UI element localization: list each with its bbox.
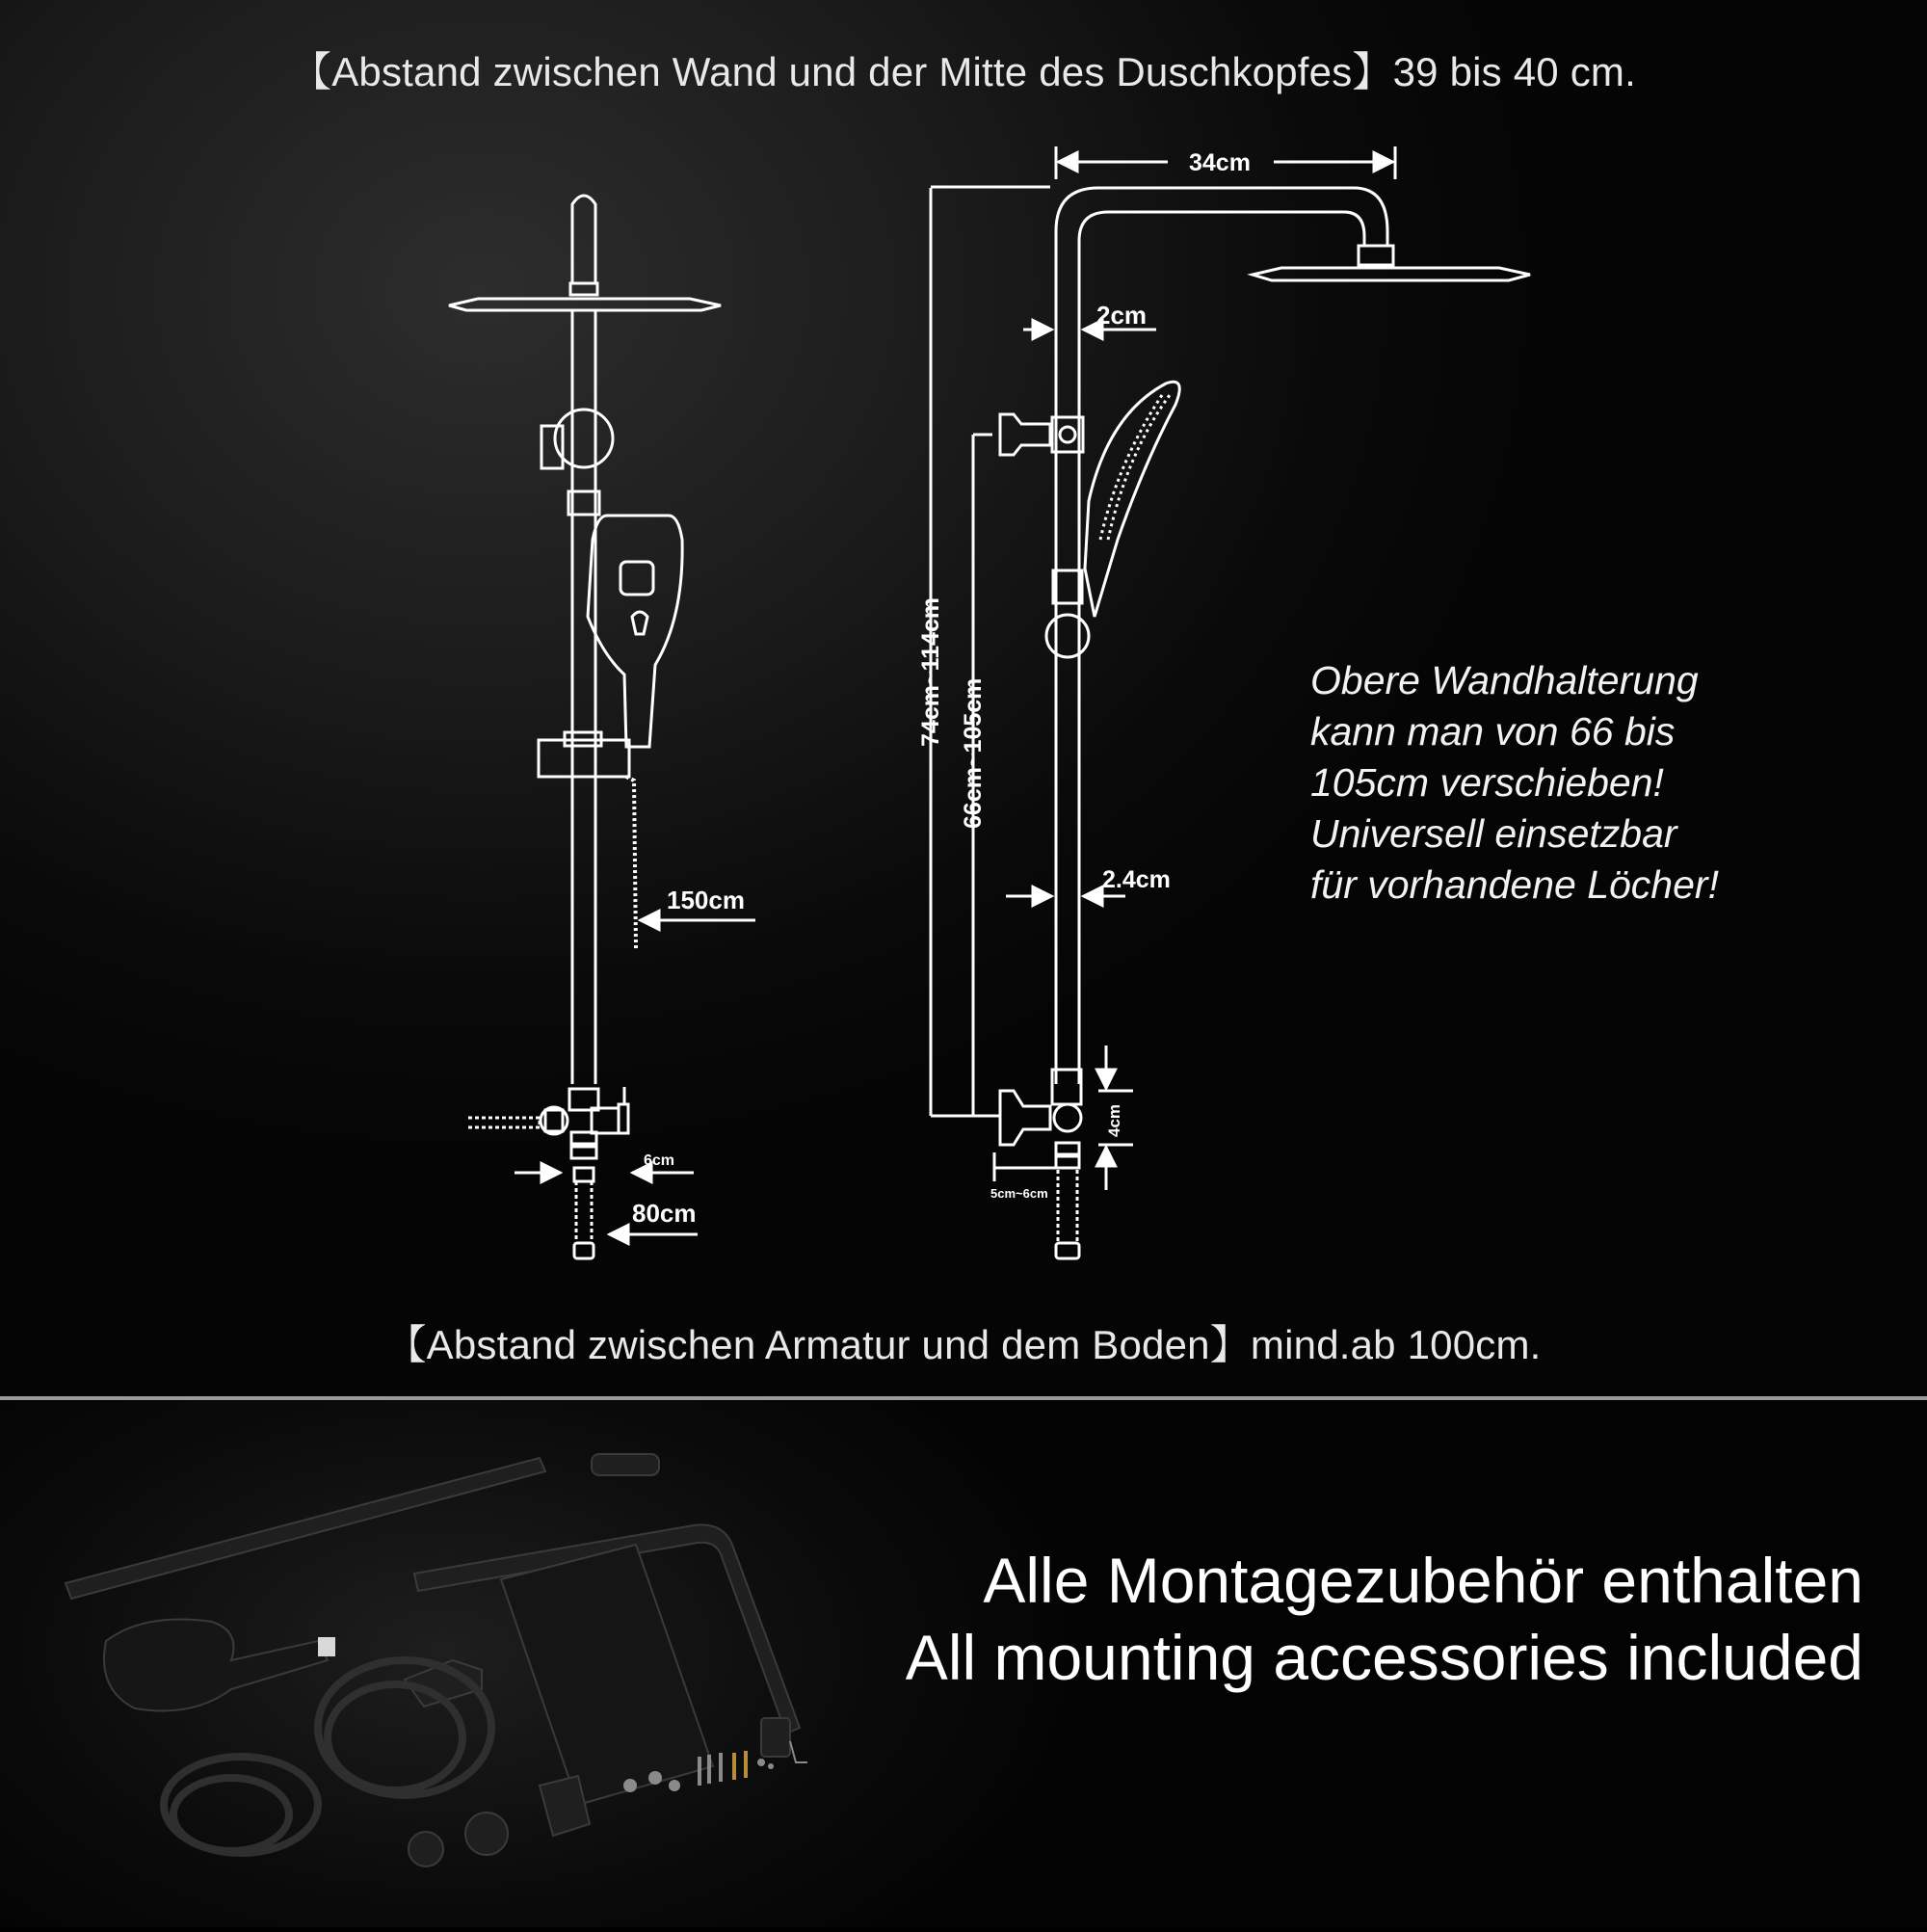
note-line: für vorhandene Löcher! <box>1310 862 1719 907</box>
connector-height-label: 4cm <box>1105 1103 1123 1137</box>
note-line: Obere Wandhalterung <box>1310 658 1699 702</box>
side-upper-wall-bracket <box>1000 414 1050 455</box>
rain-shower-head <box>449 299 721 310</box>
top-caption: 【Abstand zwischen Wand und der Mitte des Duschkopfes】39 bis 40 cm. <box>291 49 1636 94</box>
bracket-note <box>1310 655 1719 911</box>
pipe-diameter-label: 2.4cm <box>1102 866 1171 893</box>
rain-shower-head-side <box>1253 268 1530 280</box>
shower-hose <box>626 777 636 949</box>
note-line: 105cm verschieben! <box>1310 760 1664 805</box>
pipe-length-label: 80cm <box>632 1199 697 1228</box>
accessories-line-en: All mounting accessories included <box>905 1622 1863 1693</box>
top-pipe-cap <box>572 196 595 283</box>
side-diverter-knob <box>1054 1104 1081 1131</box>
bottom-caption: 【Abstand zwischen Armatur und dem Boden】mind.ab 100cm. <box>385 1322 1542 1367</box>
eccentric-range-label: 5cm~6cm <box>990 1186 1048 1201</box>
outlet-depth-label: 6cm <box>644 1152 675 1169</box>
arm-length-label: 34cm <box>1189 149 1251 176</box>
wall-flange-photo <box>465 1813 508 1855</box>
upper-wall-bracket <box>541 426 563 468</box>
head-connector <box>570 283 597 295</box>
total-height-label: 74cm~114cm <box>917 596 944 747</box>
accessories-line-de: Alle Montagezubehör enthalten <box>983 1545 1863 1616</box>
holder-photo <box>592 1454 659 1475</box>
bracket-range-label: 66cm~105cm <box>960 677 987 829</box>
square-shower-head-photo <box>501 1545 713 1805</box>
hand-shower-photo <box>104 1620 328 1711</box>
hand-shower-side <box>1085 382 1179 617</box>
accessories-text <box>906 1542 1863 1696</box>
pipe-gap-label: 2cm <box>1096 301 1148 330</box>
front-view-diagram <box>449 196 721 1258</box>
note-line: kann man von 66 bis <box>1310 709 1676 754</box>
hose-length-label: 150cm <box>667 886 745 914</box>
front-view-dimensions <box>515 920 755 1234</box>
note-line: Universell einsetzbar <box>1310 811 1677 856</box>
